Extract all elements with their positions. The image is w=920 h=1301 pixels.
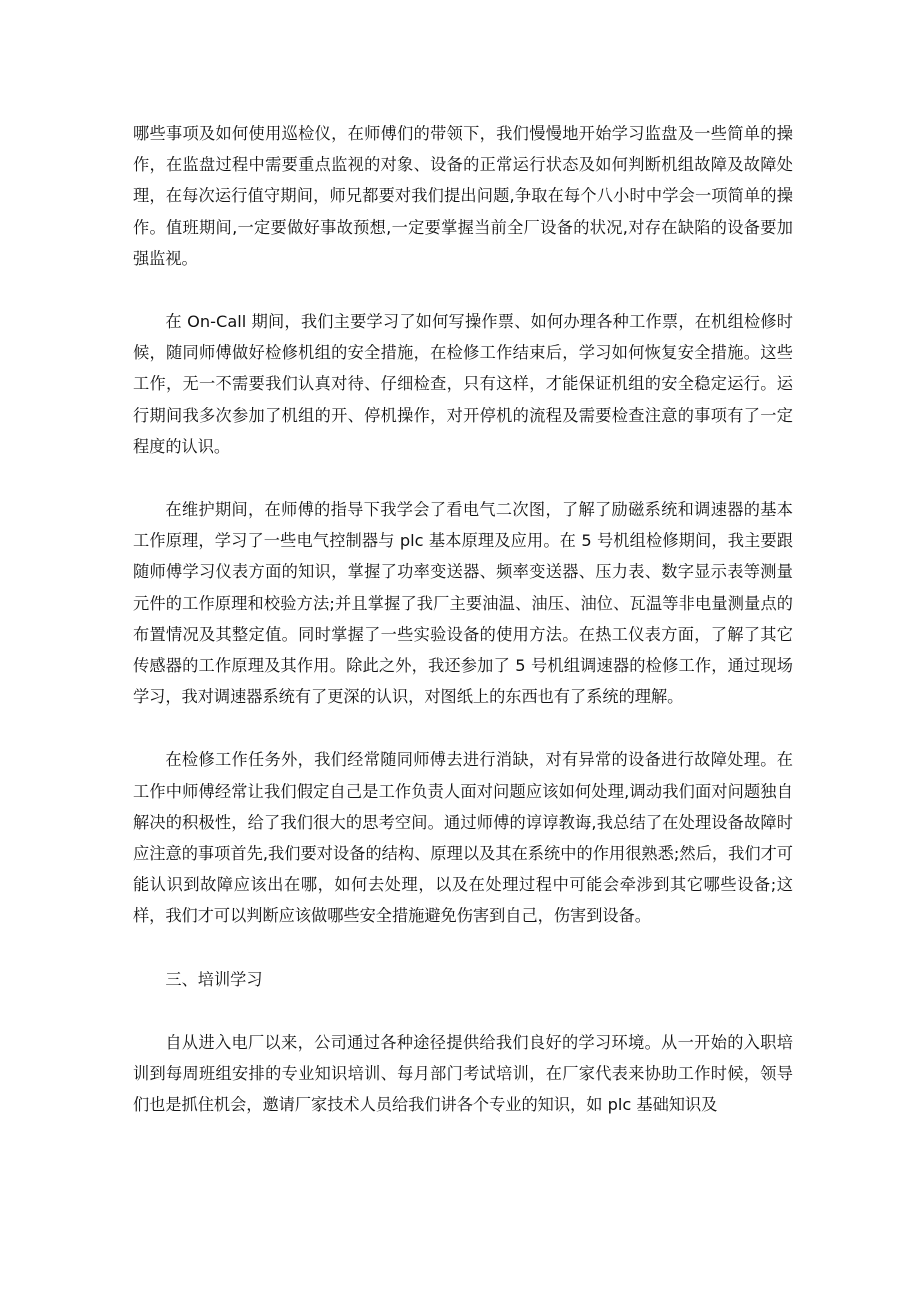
paragraph-continued: 哪些事项及如何使用巡检仪，在师傅们的带领下，我们慢慢地开始学习监盘及一些简单的操作，在监盘过程中需要重点监视的对象、设备的正常运行状态及如何判断机组故障及故障处理，在每次运行值守期间，师兄都要对我们提出问题,争取在每个八小时中学会一项简单的操作。值班期间,一定要做好事故预想,一定要掌握当前全厂设备的状况,对存在缺陷的设备要加强监视。: [133, 124, 793, 268]
paragraph-maintenance: 在维护期间，在师傅的指导下我学会了看电气二次图，了解了励磁系统和调速器的基本工作原理，学习了一些电气控制器与 plc 基本原理及应用。在 5 号机组检修期间，我主要跟随师傅学习仪表方面的知识，掌握了功率变送器、频率变送器、压力表、数字显示表等测量元件的工作原理和校验方法;并且掌握了我厂主要油温、油压、油位、瓦温等非电量测量点的布置情况及其整定值。同时掌握了一些实验设备的使用方法。在热工仪表方面，了解了其它传感器的工作原理及其作用。除此之外，我还参加了 5 号机组调速器的检修工作，通过现场学习，我对调速器系统有了更深的认识，对图纸上的东西也有了系统的理解。: [133, 500, 793, 707]
section-heading: 三、培训学习: [165, 969, 263, 989]
paragraph-troubleshooting: 在检修工作任务外，我们经常随同师傅去进行消缺，对有异常的设备进行故障处理。在工作中师傅经常让我们假定自己是工作负责人面对问题应该如何处理,调动我们面对问题独自解决的积极性，给了我们很大的思考空间。通过师傅的谆谆教诲,我总结了在处理设备故障时应注意的事项首先,我们要对设备的结构、原理以及其在系统中的作用很熟悉;然后，我们才可能认识到故障应该出在哪，如何去处理，以及在处理过程中可能会牵涉到其它哪些设备;这样，我们才可以判断应该做哪些安全措施避免伤害到自己，伤害到设备。: [133, 750, 793, 926]
document-body: [133, 118, 793, 1152]
paragraph-training: 自从进入电厂以来，公司通过各种途径提供给我们良好的学习环境。从一开始的入职培训到每周班组安排的专业知识培训、每月部门考试培训，在厂家代表来协助工作时候，领导们也是抓住机会，邀请厂家技术人员给我们讲各个专业的知识，如 plc 基础知识及: [133, 1032, 793, 1115]
paragraph-on-call: 在 On-Call 期间，我们主要学习了如何写操作票、如何办理各种工作票，在机组检修时候，随同师傅做好检修机组的安全措施，在检修工作结束后，学习如何恢复安全措施。这些工作，无一不需要我们认真对待、仔细检查，只有这样，才能保证机组的安全稳定运行。运行期间我多次参加了机组的开、停机操作，对开停机的流程及需要检查注意的事项有了一定程度的认识。: [133, 312, 793, 456]
